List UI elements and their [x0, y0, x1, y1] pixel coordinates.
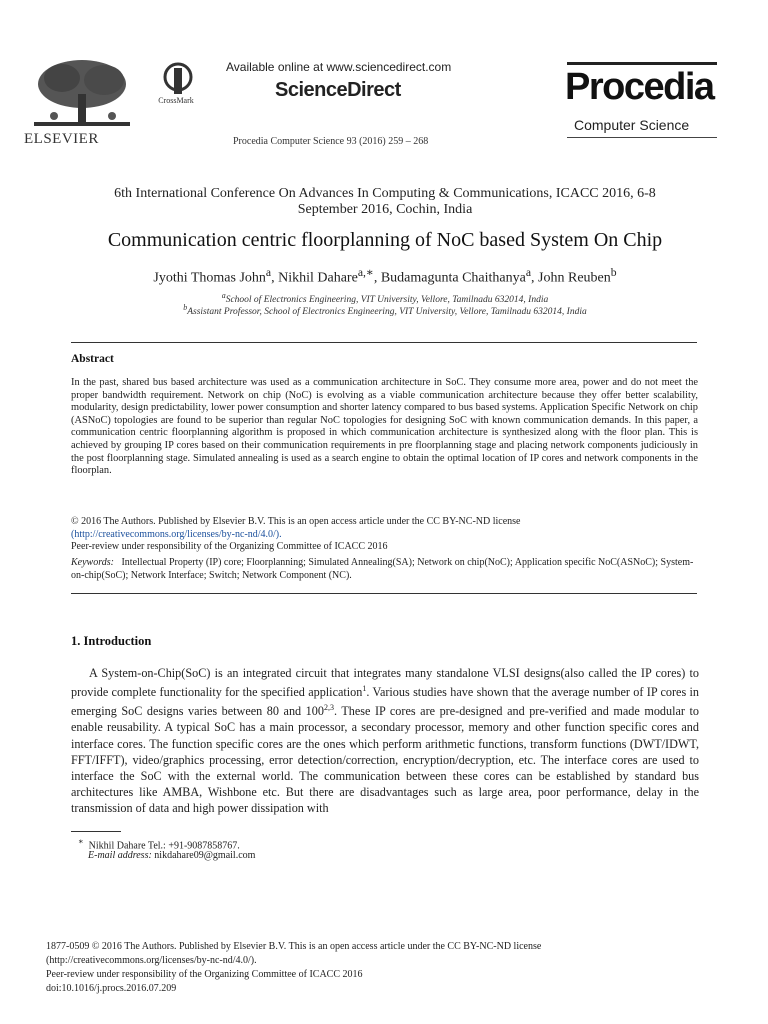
author-affiliation-mark: b — [610, 266, 617, 279]
abstract-copyright: © 2016 The Authors. Published by Elsevier B.V. This is an open access article under the CC BY-NC-ND license — [71, 516, 521, 527]
journal-subtitle: Computer Science — [574, 117, 690, 133]
introduction-paragraph — [71, 665, 699, 816]
author-separator: , — [271, 270, 279, 286]
author-affiliation-mark: a,∗ — [357, 266, 374, 279]
intro-text-part: . Various studies have shown that the average number of IP cores in emerging SoC designs varies between 80 and 100 — [71, 685, 699, 719]
footnote-email — [88, 850, 255, 861]
abstract-heading: Abstract — [71, 353, 114, 365]
conference-line-2: September 2016, Cochin, India — [297, 202, 473, 217]
license-link[interactable]: (http://creativecommons.org/licenses/by-nc-nd/4.0/). — [71, 529, 282, 540]
author-affiliation-mark: a — [525, 266, 532, 279]
affiliation-text: School of Electronics Engineering, VIT University, Vellore, Tamilnadu 632014, India — [225, 295, 549, 306]
intro-text-part: . These IP cores are pre-designed and pre-verified and made modular to enable reusability. A typical SoC has a main processor, a secondary processor, memory and other function specific cores and interface cores. The function specific cores are the ones which perform arithmetic functions, transform functions (DWT/IDWT, FFT/IFFT), video/graphics processing, error detection/correction, encryption/decryption, etc. The interface cores are used to interface the SoC with the external world. The communication between these cores can be established by standard bus architectures like AMBA, Wishbone etc. But there are disadvantages such as large area, poor performance, delay in the transmission of data and high power dissipation with — [71, 704, 699, 815]
available-online-text: Available online at www.sciencedirect.com — [226, 60, 452, 74]
paper-title: Communication centric floorplanning of NoC based System On Chip — [107, 229, 663, 251]
author-list — [40, 265, 730, 287]
abstract-top-rule — [71, 342, 697, 343]
footer-peer-review: Peer-review under responsibility of the Organizing Committee of ICACC 2016 — [46, 969, 363, 980]
footnote-tel-text: Nikhil Dahare Tel.: +91-9087858767. — [88, 840, 240, 852]
footer-doi[interactable]: doi:10.1016/j.procs.2016.07.209 — [46, 983, 177, 994]
footnote-mark: ∗ — [78, 837, 84, 846]
sciencedirect-brand: ScienceDirect — [275, 79, 401, 101]
conference-info — [60, 186, 710, 218]
conference-line-1: 6th International Conference On Advances In Computing & Communications, ICACC 2016, 6-8 — [114, 186, 656, 201]
author-separator: , — [373, 270, 381, 286]
procedia-divider — [567, 137, 717, 138]
abstract-text: In the past, shared bus based architecture was used as a communication architecture in SoC. They consume more area, power and do not meet the proper bandwidth requirement. Network on chip (NoC) is evolving as a viable communication architecture because they offer better scalability, modularity, design predictability, lower power consumption and shorter latency compared to bus based systems. Application Specific Network on chip (ASNoC) topologies are found to be superior than regular NoC topologies for designing SoC with known communication demands. In this paper, a communication centric floorplanning algorithm is proposed in which communication architecture is synthesized along with the floor plan. This is achieved by grouping IP cores based on their communication requirements in pre floorplanning stage and placing network components judiciously in the post floorplanning stage. Simulated annealing is used as a search engine to obtain the optimal location of IP cores and network components in the floorplan. — [71, 377, 698, 477]
author-name: John Reuben — [538, 270, 611, 286]
section-heading-introduction: 1. Introduction — [71, 634, 152, 648]
affiliation-mark: b — [183, 303, 188, 312]
email-address[interactable]: nikdahare09@gmail.com — [154, 850, 256, 861]
journal-reference: Procedia Computer Science 93 (2016) 259 – 268 — [233, 136, 429, 147]
keywords-list: Intellectual Property (IP) core; Floorplanning; Simulated Annealing(SA); Network on chip(NoC); Application specific NoC(ASNoC); System-on-chip(SoC); Network Interface; Switch; Network Component (NC). — [71, 557, 694, 581]
author-name: Jyothi Thomas John — [153, 270, 266, 286]
crossmark-label: CrossMark — [158, 96, 194, 105]
intro-text-part: A System-on-Chip(SoC) is an integrated circuit that integrates many standalone VLSI designs(also called the IP cores) to provide complete functionality for the specified application — [71, 666, 699, 700]
peer-review-note: Peer-review under responsibility of the Organizing Committee of ICACC 2016 — [71, 541, 388, 552]
footer-license-link[interactable]: (http://creativecommons.org/licenses/by-nc-nd/4.0/). — [46, 955, 257, 966]
journal-brand: Procedia — [565, 66, 714, 108]
keywords-block — [71, 557, 699, 582]
affiliation-mark: a — [221, 291, 226, 300]
author-name: Nikhil Dahare — [278, 270, 358, 286]
author-name: Budamagunta Chaithanya — [380, 270, 526, 286]
footer-issn-license: 1877-0509 © 2016 The Authors. Published by Elsevier B.V. This is an open access article under the CC BY-NC-ND license — [46, 941, 542, 952]
email-label: E-mail address: — [88, 850, 152, 861]
publisher-name: ELSEVIER — [24, 131, 99, 147]
affiliation-b — [40, 303, 730, 317]
citation-ref[interactable]: 2,3 — [323, 703, 334, 713]
author-affiliation-mark: a — [265, 266, 272, 279]
author-separator: , — [531, 270, 539, 286]
keywords-label: Keywords: — [71, 557, 114, 568]
footnote-rule — [71, 831, 121, 832]
procedia-top-bar — [567, 62, 717, 65]
affiliation-text: Assistant Professor, School of Electronics Engineering, VIT University, Vellore, Tamilnadu 632014, India — [187, 307, 587, 318]
citation-ref[interactable]: 1 — [362, 684, 367, 694]
abstract-bottom-rule — [71, 593, 697, 594]
